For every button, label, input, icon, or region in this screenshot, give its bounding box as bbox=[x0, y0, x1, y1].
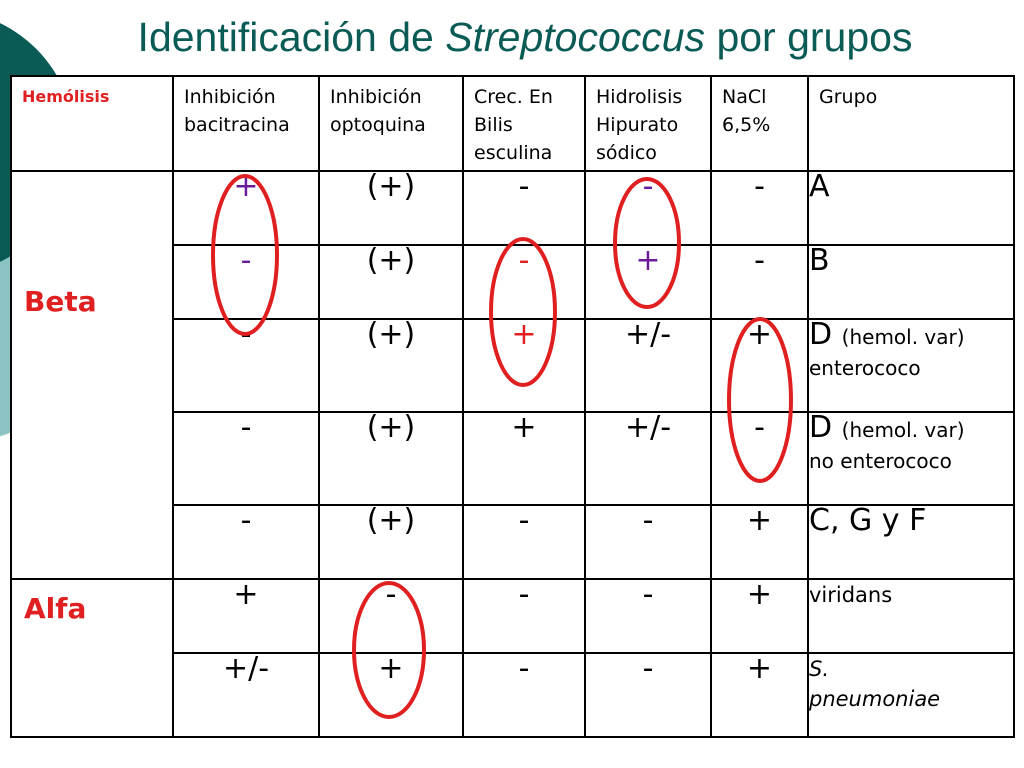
cell-nacl: + bbox=[711, 319, 808, 412]
cell-nacl: - bbox=[711, 412, 808, 505]
header-hemolisis: Hemólisis bbox=[11, 76, 173, 171]
header-nacl: NaCl 6,5% bbox=[711, 76, 808, 171]
hemolysis-beta-cell bbox=[11, 171, 173, 579]
slide-title: Identificación de Streptococcus por grupos bbox=[137, 14, 913, 60]
cell-bacitracina: - bbox=[173, 319, 319, 412]
cell-hipurato: +/- bbox=[585, 319, 711, 412]
cell-hipurato: - bbox=[585, 171, 711, 245]
cell-bilis: + bbox=[463, 412, 585, 505]
hemolysis-beta-label: Beta bbox=[24, 285, 97, 318]
cell-optoquina: (+) bbox=[319, 412, 463, 505]
cell-grupo: A bbox=[808, 171, 1014, 245]
cell-optoquina: (+) bbox=[319, 171, 463, 245]
cell-nacl: + bbox=[711, 505, 808, 579]
header-bacitracina: Inhibición bacitracina bbox=[173, 76, 319, 171]
table-row bbox=[11, 579, 1014, 653]
cell-grupo: D (hemol. var) no enterococo bbox=[808, 412, 1014, 505]
cell-optoquina: + bbox=[319, 653, 463, 737]
header-row bbox=[11, 76, 1014, 171]
header-grupo: Grupo bbox=[808, 76, 1014, 171]
cell-grupo: viridans bbox=[808, 579, 1014, 653]
cell-bacitracina: + bbox=[173, 579, 319, 653]
cell-nacl: + bbox=[711, 653, 808, 737]
cell-bacitracina: - bbox=[173, 245, 319, 319]
header-optoquina: Inhibición optoquina bbox=[319, 76, 463, 171]
cell-nacl: - bbox=[711, 171, 808, 245]
cell-grupo: C, G y F bbox=[808, 505, 1014, 579]
cell-nacl: + bbox=[711, 579, 808, 653]
header-hipurato: Hidrolisis Hipurato sódico bbox=[585, 76, 711, 171]
cell-grupo: S. pneumoniae bbox=[808, 653, 1014, 737]
cell-hipurato: - bbox=[585, 653, 711, 737]
cell-grupo: D (hemol. var) enterococo bbox=[808, 319, 1014, 412]
cell-bacitracina: - bbox=[173, 412, 319, 505]
cell-optoquina: - bbox=[319, 579, 463, 653]
cell-bilis: - bbox=[463, 171, 585, 245]
cell-optoquina: (+) bbox=[319, 319, 463, 412]
cell-bacitracina: + bbox=[173, 171, 319, 245]
hemolysis-alfa-label: Alfa bbox=[24, 592, 87, 625]
cell-hipurato: + bbox=[585, 245, 711, 319]
cell-hipurato: +/- bbox=[585, 412, 711, 505]
cell-bilis: - bbox=[463, 245, 585, 319]
cell-hipurato: - bbox=[585, 579, 711, 653]
table-row bbox=[11, 171, 1014, 245]
cell-bacitracina: +/- bbox=[173, 653, 319, 737]
cell-bilis: - bbox=[463, 579, 585, 653]
cell-optoquina: (+) bbox=[319, 505, 463, 579]
cell-nacl: - bbox=[711, 245, 808, 319]
cell-bacitracina: - bbox=[173, 505, 319, 579]
cell-optoquina: (+) bbox=[319, 245, 463, 319]
cell-hipurato: - bbox=[585, 505, 711, 579]
cell-bilis: - bbox=[463, 653, 585, 737]
cell-bilis: + bbox=[463, 319, 585, 412]
cell-bilis: - bbox=[463, 505, 585, 579]
hemolysis-alfa-cell bbox=[11, 579, 173, 737]
identification-table bbox=[10, 75, 1015, 738]
cell-grupo: B bbox=[808, 245, 1014, 319]
header-bilis-esculina: Crec. En Bilis esculina bbox=[463, 76, 585, 171]
